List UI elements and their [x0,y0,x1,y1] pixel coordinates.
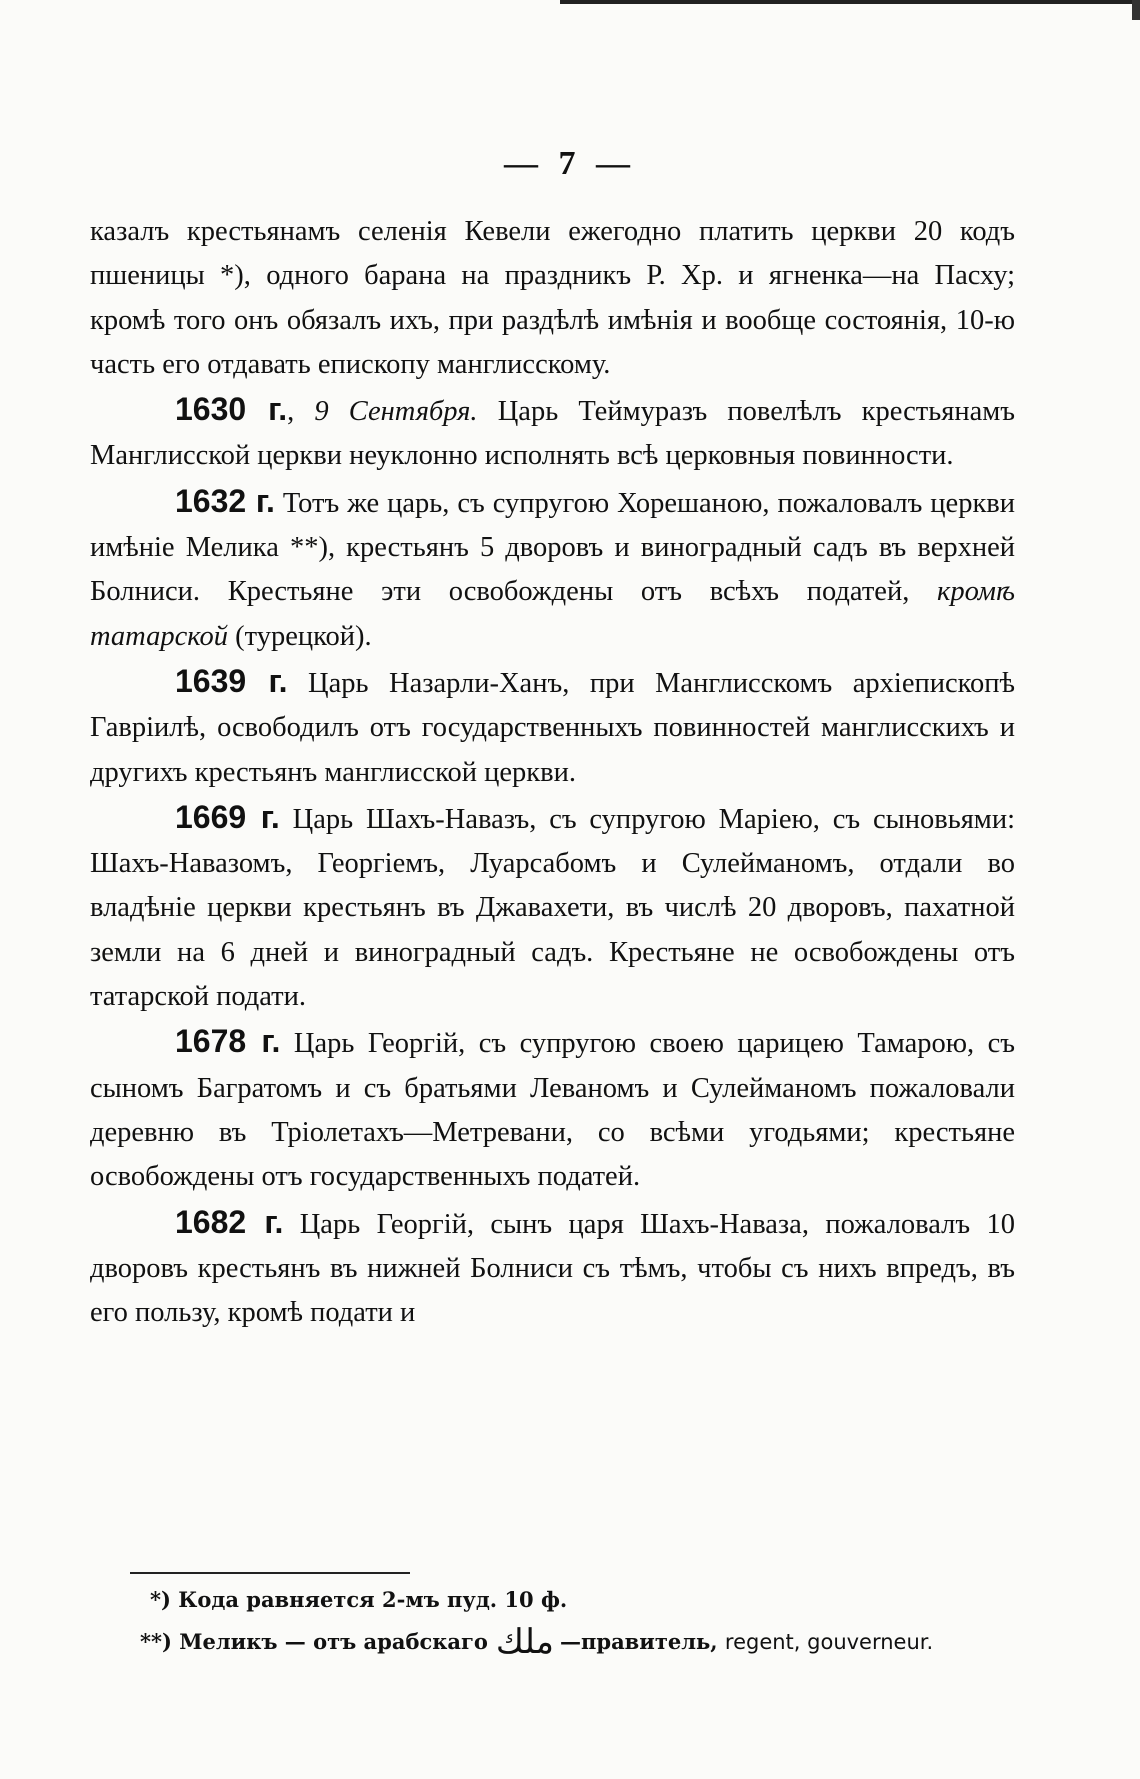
top-border-line [560,0,1140,4]
entry-italic-text: кромѣ татарской [90,576,1015,652]
page-edge-mark [1132,0,1140,20]
entry-year: 1678 г. [175,1023,281,1060]
entry-text: Царь Теймуразъ повелѣлъ крестьянамъ Манглисской церкви неуклонно исполнять всѣ церковныя повинности. [90,396,1016,472]
entry-year: 1630 г. [175,391,288,428]
entry-year: 1639 г. [175,662,288,699]
entry-year: 1632 г. [175,482,275,519]
footnote-2 [140,1622,934,1662]
arabic-word: ملك [495,1622,555,1662]
footnote-latin-text: regent, gouverneur. [724,1630,934,1654]
entry-text: Царь Шахъ-Навазъ, съ супругою Маріею, съ сыновьями: Шахъ-Навазомъ, Георгіемъ, Луарсабомъ и Сулейманомъ, отдали во владѣніе церкви крестьянъ въ Джавахети, въ числѣ 20 дворовъ, пахатной земли на 6 дней и виноградный садъ. Крестьяне не освобождены отъ татарской подати. [90,803,1016,1013]
body-text [90,210,1015,1335]
entry-1639 [90,659,1015,795]
footnote-text: Кода равняется 2-мъ пуд. 10 ф. [178,1587,568,1612]
paragraph-continuation [90,210,1015,387]
entry-1669 [90,795,1015,1019]
entry-1682 [90,1200,1015,1336]
footnote-marker: **) [140,1629,172,1654]
entry-text: Тотъ же царь, съ супругою Хорешаною, пожаловалъ церкви имѣніе Мелика **), крестьянъ 5 дворовъ и виноградный садъ въ верхней Болниси. Крестьяне эти освобождены отъ всѣхъ податей, [90,487,1015,608]
entry-text: Царь Назарли-Ханъ, при Манглисскомъ архіепископѣ Гавріилѣ, освободилъ отъ государственныхъ повинностей манглисскихъ и другихъ крестьянъ манглисской церкви. [90,667,1015,788]
paragraph-text: казалъ крестьянамъ селенія Кевели ежегодно платить церкви 20 кодъ пшеницы *), одного барана на праздникъ Р. Хр. и ягненка—на Пасху; кромѣ того онъ обязалъ ихъ, при раздѣлѣ имѣнія и вообще состоянія, 10-ю часть его отдавать епископу манглисскому. [90,216,1015,380]
footnote-marker: *) [150,1587,171,1612]
entry-text-after: (турецкой). [235,620,372,652]
entry-1678 [90,1019,1015,1199]
footnote-divider [130,1572,410,1574]
footnote-text-after: —правитель, [560,1629,718,1654]
footnote-1 [150,1585,567,1615]
entry-1630: 1630 г., 9 Сентября. Царь Теймуразъ повелѣлъ крестьянамъ Манглисской церкви неуклонно исполнять всѣ церковныя повинности. [90,391,1016,472]
entry-year: 1669 г. [175,798,280,835]
footnote-text: Меликъ — отъ арабскаго [179,1629,488,1654]
page-number: — 7 — [504,145,636,182]
entry-text: Царь Георгій, сынъ царя Шахъ-Наваза, пожаловалъ 10 дворовъ крестьянъ въ нижней Болниси съ тѣмъ, чтобы съ нихъ впредъ, въ его пользу, кромѣ подати и [90,1208,1015,1329]
entry-text: Царь Георгій, съ супругою своею царицею Тамарою, съ сыномъ Багратомъ и съ братьями Леваномъ и Сулейманомъ пожаловали деревню въ Тріолетахъ—Метревани, со всѣми угодьями; крестьяне освобождены отъ государственныхъ податей. [90,1028,1016,1193]
entry-year: 1682 г. [175,1203,284,1240]
entry-date: 9 Сентября. [314,396,478,428]
entry-1632 [90,479,1015,659]
